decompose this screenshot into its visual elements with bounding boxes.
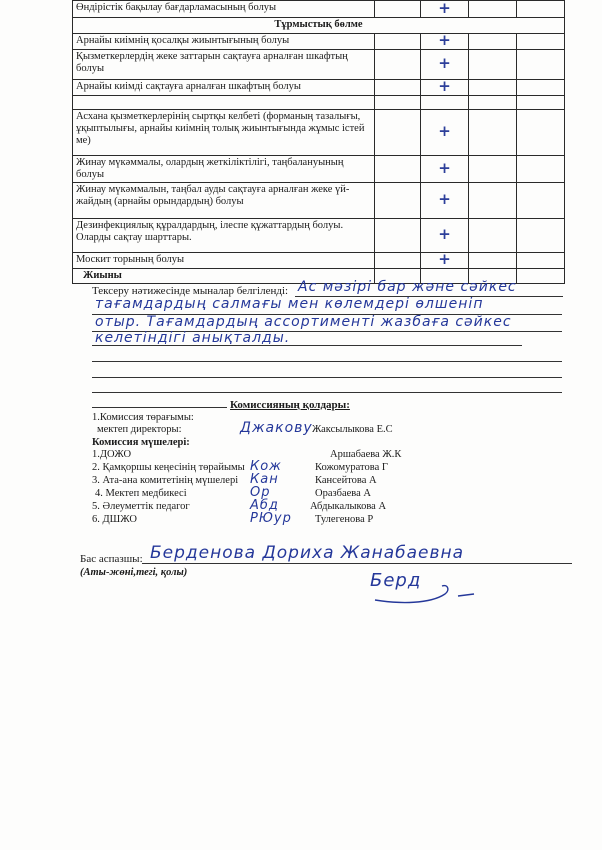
plus-mark: +: [438, 31, 451, 49]
cook-handwritten-name: Берденова Дориха Жанабаевна: [150, 543, 465, 563]
criterion-text: Асхана қызметкерлерінің сыртқы келбеті (форманың тазалығы, ұқыптылығы, арнайы киімнің толық жиынтығында жұмыс істей ме): [73, 110, 375, 156]
mark-cell: [421, 183, 469, 219]
notes-handwritten-line-4: келетіндігі анықталды.: [95, 330, 291, 346]
plus-mark: +: [438, 250, 451, 268]
member-name: Кансейтова А: [315, 475, 377, 486]
checklist-row: [73, 34, 565, 50]
empty-cell: [469, 80, 517, 96]
cook-name-line: [142, 563, 572, 564]
members-title: Комиссия мүшелері:: [92, 437, 190, 448]
section-title: Тұрмыстық бөлме: [73, 18, 565, 34]
empty-cell: [375, 80, 421, 96]
total-label: Жиыны: [73, 269, 375, 284]
criterion-text: [73, 96, 375, 110]
notes-rule-4: [92, 345, 522, 346]
member-role: 3. Ата-ана комитетінің мүшелері: [92, 475, 239, 486]
criterion-text: Москит торының болуы: [73, 253, 375, 269]
notes-rule-7: [92, 392, 562, 393]
cook-caption: (Аты-жөні,тегі, қолы): [80, 567, 188, 578]
checklist-row: [73, 253, 565, 269]
plus-mark: +: [438, 225, 451, 243]
empty-cell: [375, 219, 421, 253]
mark-cell: [421, 110, 469, 156]
criterion-text: Арнайы киімді сақтауға арналған шкафтың болуы: [73, 80, 375, 96]
plus-mark: +: [438, 77, 451, 95]
mark-cell: [421, 1, 469, 18]
member-name: Абдыкалыкова А: [310, 501, 387, 512]
empty-cell: [469, 253, 517, 269]
checklist-row: [73, 96, 565, 110]
empty-cell: [469, 50, 517, 80]
checklist-row: [73, 1, 565, 18]
empty-cell: [469, 183, 517, 219]
criterion-text: Жинау мүкәммалын, таңбал ауды сақтауға арналған жеке үй-жайдың (арнайы орындардың) болуы: [73, 183, 375, 219]
chair-label-2: мектеп директоры:: [97, 424, 182, 435]
notes-rule-8: [92, 407, 227, 408]
empty-cell: [517, 219, 565, 253]
mark-cell: [421, 250, 469, 269]
chair-name: Жаксылыкова Е.С: [312, 424, 393, 435]
section-row: [73, 18, 565, 34]
member-signature: Абд: [250, 498, 279, 513]
plus-mark: +: [438, 158, 451, 177]
member-role: 2. Қамқоршы кеңесінің төрайымы: [92, 462, 245, 473]
criterion-text: Қызметкерлердің жеке заттарын сақтауға арналған шкафтың болуы: [73, 50, 375, 80]
criterion-text: Дезинфекциялық құралдардың, ілеспе құжаттардың болуы. Оларды сақтау шарттары.: [73, 219, 375, 253]
empty-cell: [517, 96, 565, 110]
empty-cell: [469, 219, 517, 253]
member-role: 6. ДШЖО: [92, 514, 137, 525]
empty-cell: [517, 183, 565, 219]
member-role: 5. Әлеуметтік педагог: [92, 501, 190, 512]
member-role: 4. Мектеп медбикесі: [95, 488, 187, 499]
empty-cell: [375, 34, 421, 50]
plus-mark: +: [438, 122, 451, 140]
empty-cell: [375, 156, 421, 183]
empty-cell: [517, 1, 565, 18]
mark-cell: [421, 77, 469, 96]
signatures-title: Комиссияның қолдары:: [230, 399, 350, 411]
cook-signature-flourish: [370, 570, 490, 610]
mark-cell: [421, 96, 469, 110]
checklist-row: [73, 50, 565, 80]
member-signature: Кож: [250, 459, 282, 474]
member-signature: Кан: [250, 472, 279, 487]
notes-handwritten-line-2: тағамдардың салмағы мен көлемдері өлшеніп: [95, 296, 484, 312]
checklist-row: [73, 110, 565, 156]
notes-handwritten-line-3: отыр. Тағамдардың ассортименті жазбаға сәйкес: [95, 314, 512, 330]
notes-rule-5: [92, 361, 562, 362]
mark-cell: [421, 50, 469, 80]
notes-handwritten-line-1: Ас мәзірі бар және сәйкес: [298, 279, 517, 295]
empty-cell: [469, 96, 517, 110]
cook-label: Бас аспазшы:: [80, 553, 143, 565]
member-signature: Ор: [250, 485, 271, 500]
empty-cell: [517, 80, 565, 96]
chair-label-1: 1.Комиссия төрағымы:: [92, 412, 194, 423]
mark-cell: [421, 156, 469, 183]
cook-signature: Берд: [370, 570, 422, 591]
empty-cell: [469, 1, 517, 18]
member-signature: РЮур: [250, 511, 292, 526]
checklist-row: [73, 219, 565, 253]
empty-cell: [517, 50, 565, 80]
checklist-table: [72, 0, 565, 284]
checklist-row: [73, 156, 565, 183]
member-name: Тулегенова Р: [315, 514, 374, 525]
mark-cell: [421, 219, 469, 253]
plus-mark: +: [438, 0, 451, 17]
checklist-row: [73, 80, 565, 96]
mark-cell: [421, 31, 469, 50]
member-name: Кожомуратова Г: [315, 462, 388, 473]
member-name: Аршабаева Ж.К: [330, 449, 402, 460]
criterion-text: Жинау мүкәммалы, олардың жеткіліктілігі, таңбалануының болуы: [73, 156, 375, 183]
empty-cell: [375, 253, 421, 269]
empty-cell: [517, 110, 565, 156]
plus-mark: +: [438, 54, 451, 72]
empty-cell: [375, 110, 421, 156]
notes-rule-6: [92, 377, 562, 378]
member-name: Оразбаева А: [315, 488, 371, 499]
empty-cell: [375, 183, 421, 219]
criterion-text: Арнайы киімнің қосалқы жиынтығының болуы: [73, 34, 375, 50]
notes-label: Тексеру нәтижесінде мыналар белгіленді:: [92, 285, 289, 297]
empty-cell: [517, 156, 565, 183]
member-role: 1.ДОЖО: [92, 449, 132, 460]
checklist-row: [73, 183, 565, 219]
empty-cell: [375, 96, 421, 110]
empty-cell: [469, 156, 517, 183]
empty-cell: [517, 253, 565, 269]
empty-cell: [517, 34, 565, 50]
empty-cell: [469, 34, 517, 50]
plus-mark: +: [438, 190, 451, 208]
empty-cell: [375, 1, 421, 18]
empty-cell: [517, 269, 565, 284]
empty-cell: [375, 50, 421, 80]
chair-signature: Джакову: [240, 420, 313, 436]
criterion-text: Өндірістік бақылау бағдарламасының болуы: [73, 1, 375, 18]
empty-cell: [469, 110, 517, 156]
